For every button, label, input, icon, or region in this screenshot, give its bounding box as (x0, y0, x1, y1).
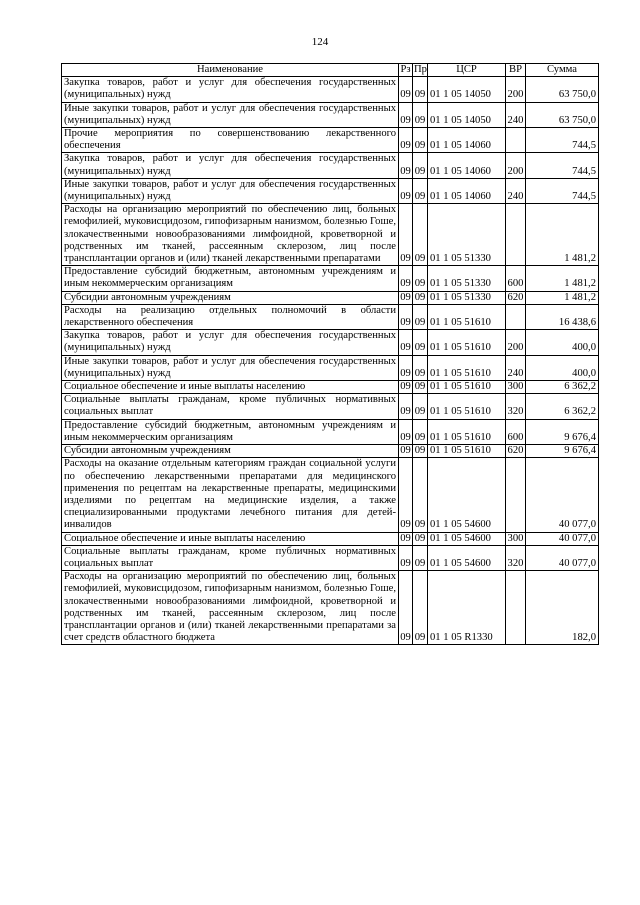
cell-vr (506, 458, 526, 532)
cell-csr: 01 1 05 51610 (428, 381, 506, 394)
cell-name: Закупка товаров, работ и услуг для обеспечения государственных (муниципальных) нужд (62, 77, 399, 102)
cell-vr (506, 204, 526, 266)
cell-pr: 09 (413, 304, 428, 329)
cell-name: Прочие мероприятия по совершенствованию лекарственного обеспечения (62, 128, 399, 153)
cell-sum: 63 750,0 (526, 77, 599, 102)
header-csr: ЦСР (428, 64, 506, 77)
cell-pr: 09 (413, 128, 428, 153)
cell-name: Расходы на организацию мероприятий по обеспечению лиц, больных гемофилией, муковисцидозом, гипофизарным нанизмом, болезнью Гоше, злокачественными новообразованиями лимфоидной, кроветворной и родственных им тканей, рассеянным склерозом, лиц после трансплантации органов и (или) тканей лекарственными препаратами (62, 204, 399, 266)
cell-csr: 01 1 05 14060 (428, 128, 506, 153)
cell-vr: 240 (506, 355, 526, 380)
cell-rz: 09 (399, 458, 413, 532)
cell-pr: 09 (413, 266, 428, 291)
cell-sum: 16 438,6 (526, 304, 599, 329)
table-row (62, 102, 599, 127)
table-row (62, 381, 599, 394)
page-number: 124 (311, 36, 329, 48)
cell-pr: 09 (413, 153, 428, 178)
cell-name: Социальное обеспечение и иные выплаты населению (62, 381, 399, 394)
cell-vr: 200 (506, 77, 526, 102)
cell-rz: 09 (399, 304, 413, 329)
cell-csr: 01 1 05 54600 (428, 545, 506, 570)
cell-sum: 182,0 (526, 571, 599, 645)
cell-pr: 09 (413, 330, 428, 355)
cell-name: Иные закупки товаров, работ и услуг для обеспечения государственных (муниципальных) нужд (62, 178, 399, 203)
cell-pr: 09 (413, 355, 428, 380)
cell-vr: 240 (506, 178, 526, 203)
cell-vr (506, 571, 526, 645)
cell-vr: 320 (506, 545, 526, 570)
cell-name: Предоставление субсидий бюджетным, автономным учреждениям и иным некоммерческим организациям (62, 266, 399, 291)
cell-pr: 09 (413, 381, 428, 394)
table-row (62, 355, 599, 380)
cell-name: Субсидии автономным учреждениям (62, 445, 399, 458)
cell-pr: 09 (413, 291, 428, 304)
cell-name: Социальные выплаты гражданам, кроме публичных нормативных социальных выплат (62, 394, 399, 419)
cell-pr: 09 (413, 545, 428, 570)
cell-csr: 01 1 05 51610 (428, 419, 506, 444)
table-row (62, 545, 599, 570)
cell-csr: 01 1 05 14060 (428, 153, 506, 178)
cell-pr: 09 (413, 571, 428, 645)
table-header-row (62, 64, 599, 77)
cell-csr: 01 1 05 51330 (428, 204, 506, 266)
cell-vr: 600 (506, 266, 526, 291)
cell-name: Закупка товаров, работ и услуг для обеспечения государственных (муниципальных) нужд (62, 330, 399, 355)
cell-rz: 09 (399, 153, 413, 178)
cell-csr: 01 1 05 51610 (428, 394, 506, 419)
cell-name: Социальное обеспечение и иные выплаты населению (62, 532, 399, 545)
cell-vr: 620 (506, 445, 526, 458)
cell-csr: 01 1 05 51610 (428, 330, 506, 355)
cell-csr: 01 1 05 51610 (428, 355, 506, 380)
cell-pr: 09 (413, 419, 428, 444)
cell-csr: 01 1 05 51610 (428, 304, 506, 329)
header-name: Наименование (62, 64, 399, 77)
cell-rz: 09 (399, 571, 413, 645)
cell-vr: 620 (506, 291, 526, 304)
table-row (62, 419, 599, 444)
cell-sum: 6 362,2 (526, 381, 599, 394)
table-row (62, 445, 599, 458)
cell-csr: 01 1 05 R1330 (428, 571, 506, 645)
cell-name: Иные закупки товаров, работ и услуг для обеспечения государственных (муниципальных) нужд (62, 102, 399, 127)
cell-sum: 744,5 (526, 128, 599, 153)
cell-sum: 744,5 (526, 153, 599, 178)
cell-pr: 09 (413, 532, 428, 545)
table-body (62, 77, 599, 645)
cell-vr: 600 (506, 419, 526, 444)
cell-rz: 09 (399, 355, 413, 380)
table-row (62, 458, 599, 532)
cell-sum: 40 077,0 (526, 545, 599, 570)
cell-pr: 09 (413, 102, 428, 127)
cell-sum: 63 750,0 (526, 102, 599, 127)
cell-name: Расходы на организацию мероприятий по обеспечению лиц, больных гемофилией, муковисцидозом, гипофизарным нанизмом, болезнью Гоше, злокачественными новообразованиями лимфоидной, кроветворной и родственных им тканей, рассеянным склерозом, лиц после трансплантации органов и (или) тканей лекарственными препаратами за счет средств областного бюджета (62, 571, 399, 645)
cell-csr: 01 1 05 14050 (428, 77, 506, 102)
cell-sum: 1 481,2 (526, 266, 599, 291)
cell-sum: 40 077,0 (526, 532, 599, 545)
budget-table (61, 63, 599, 645)
cell-rz: 09 (399, 178, 413, 203)
header-pr: Пр (414, 64, 427, 75)
cell-rz: 09 (399, 204, 413, 266)
cell-pr: 09 (413, 178, 428, 203)
cell-vr: 200 (506, 330, 526, 355)
cell-name: Расходы на реализацию отдельных полномочий в области лекарственного обеспечения (62, 304, 399, 329)
cell-pr: 09 (413, 204, 428, 266)
cell-sum: 6 362,2 (526, 394, 599, 419)
cell-rz: 09 (399, 102, 413, 127)
cell-vr: 300 (506, 532, 526, 545)
table-row (62, 204, 599, 266)
cell-sum: 400,0 (526, 330, 599, 355)
cell-name: Расходы на оказание отдельным категориям граждан социальной услуги по обеспечению лекарственными препаратами для медицинского применения по рецептам на лекарственные препараты, медицинскими изделиями по рецептам на медицинские изделия, а также специализированными продуктами лечебного питания для детей-инвалидов (62, 458, 399, 532)
table-row (62, 330, 599, 355)
cell-sum: 9 676,4 (526, 419, 599, 444)
table-row (62, 128, 599, 153)
cell-sum: 40 077,0 (526, 458, 599, 532)
header-rz: Рз (400, 64, 411, 75)
cell-rz: 09 (399, 330, 413, 355)
cell-name: Предоставление субсидий бюджетным, автономным учреждениям и иным некоммерческим организациям (62, 419, 399, 444)
cell-sum: 744,5 (526, 178, 599, 203)
cell-pr: 09 (413, 445, 428, 458)
cell-csr: 01 1 05 51330 (428, 291, 506, 304)
cell-rz: 09 (400, 445, 411, 457)
cell-sum: 9 676,4 (526, 445, 599, 458)
table-row (62, 266, 599, 291)
cell-rz: 09 (400, 532, 411, 544)
cell-sum: 1 481,2 (526, 204, 599, 266)
table-row (62, 153, 599, 178)
cell-rz: 09 (400, 381, 411, 393)
cell-vr: 200 (506, 153, 526, 178)
cell-rz: 09 (399, 545, 413, 570)
table-row (62, 304, 599, 329)
cell-csr: 01 1 05 54600 (428, 458, 506, 532)
cell-pr: 09 (413, 77, 428, 102)
table-row (62, 291, 599, 304)
cell-csr: 01 1 05 14060 (428, 178, 506, 203)
cell-vr (506, 304, 526, 329)
cell-csr: 01 1 05 14050 (428, 102, 506, 127)
cell-rz: 09 (399, 266, 413, 291)
cell-name: Субсидии автономным учреждениям (62, 291, 399, 304)
cell-rz: 09 (399, 394, 413, 419)
cell-rz: 09 (400, 291, 411, 303)
header-sum: Сумма (526, 64, 599, 77)
cell-vr: 300 (506, 381, 526, 394)
cell-name: Социальные выплаты гражданам, кроме публичных нормативных социальных выплат (62, 545, 399, 570)
table-row (62, 571, 599, 645)
cell-rz: 09 (399, 419, 413, 444)
cell-vr: 240 (506, 102, 526, 127)
cell-rz: 09 (399, 128, 413, 153)
cell-pr: 09 (413, 394, 428, 419)
cell-sum: 400,0 (526, 355, 599, 380)
cell-pr: 09 (413, 458, 428, 532)
cell-name: Иные закупки товаров, работ и услуг для обеспечения государственных (муниципальных) нужд (62, 355, 399, 380)
cell-csr: 01 1 05 51330 (428, 266, 506, 291)
table-row (62, 77, 599, 102)
cell-vr (506, 128, 526, 153)
cell-csr: 01 1 05 54600 (428, 532, 506, 545)
cell-name: Закупка товаров, работ и услуг для обеспечения государственных (муниципальных) нужд (62, 153, 399, 178)
cell-sum: 1 481,2 (526, 291, 599, 304)
table-row (62, 532, 599, 545)
cell-vr: 320 (506, 394, 526, 419)
cell-csr: 01 1 05 51610 (428, 445, 506, 458)
table-row (62, 178, 599, 203)
table-row (62, 394, 599, 419)
cell-rz: 09 (399, 77, 413, 102)
header-vr: ВР (506, 64, 526, 77)
